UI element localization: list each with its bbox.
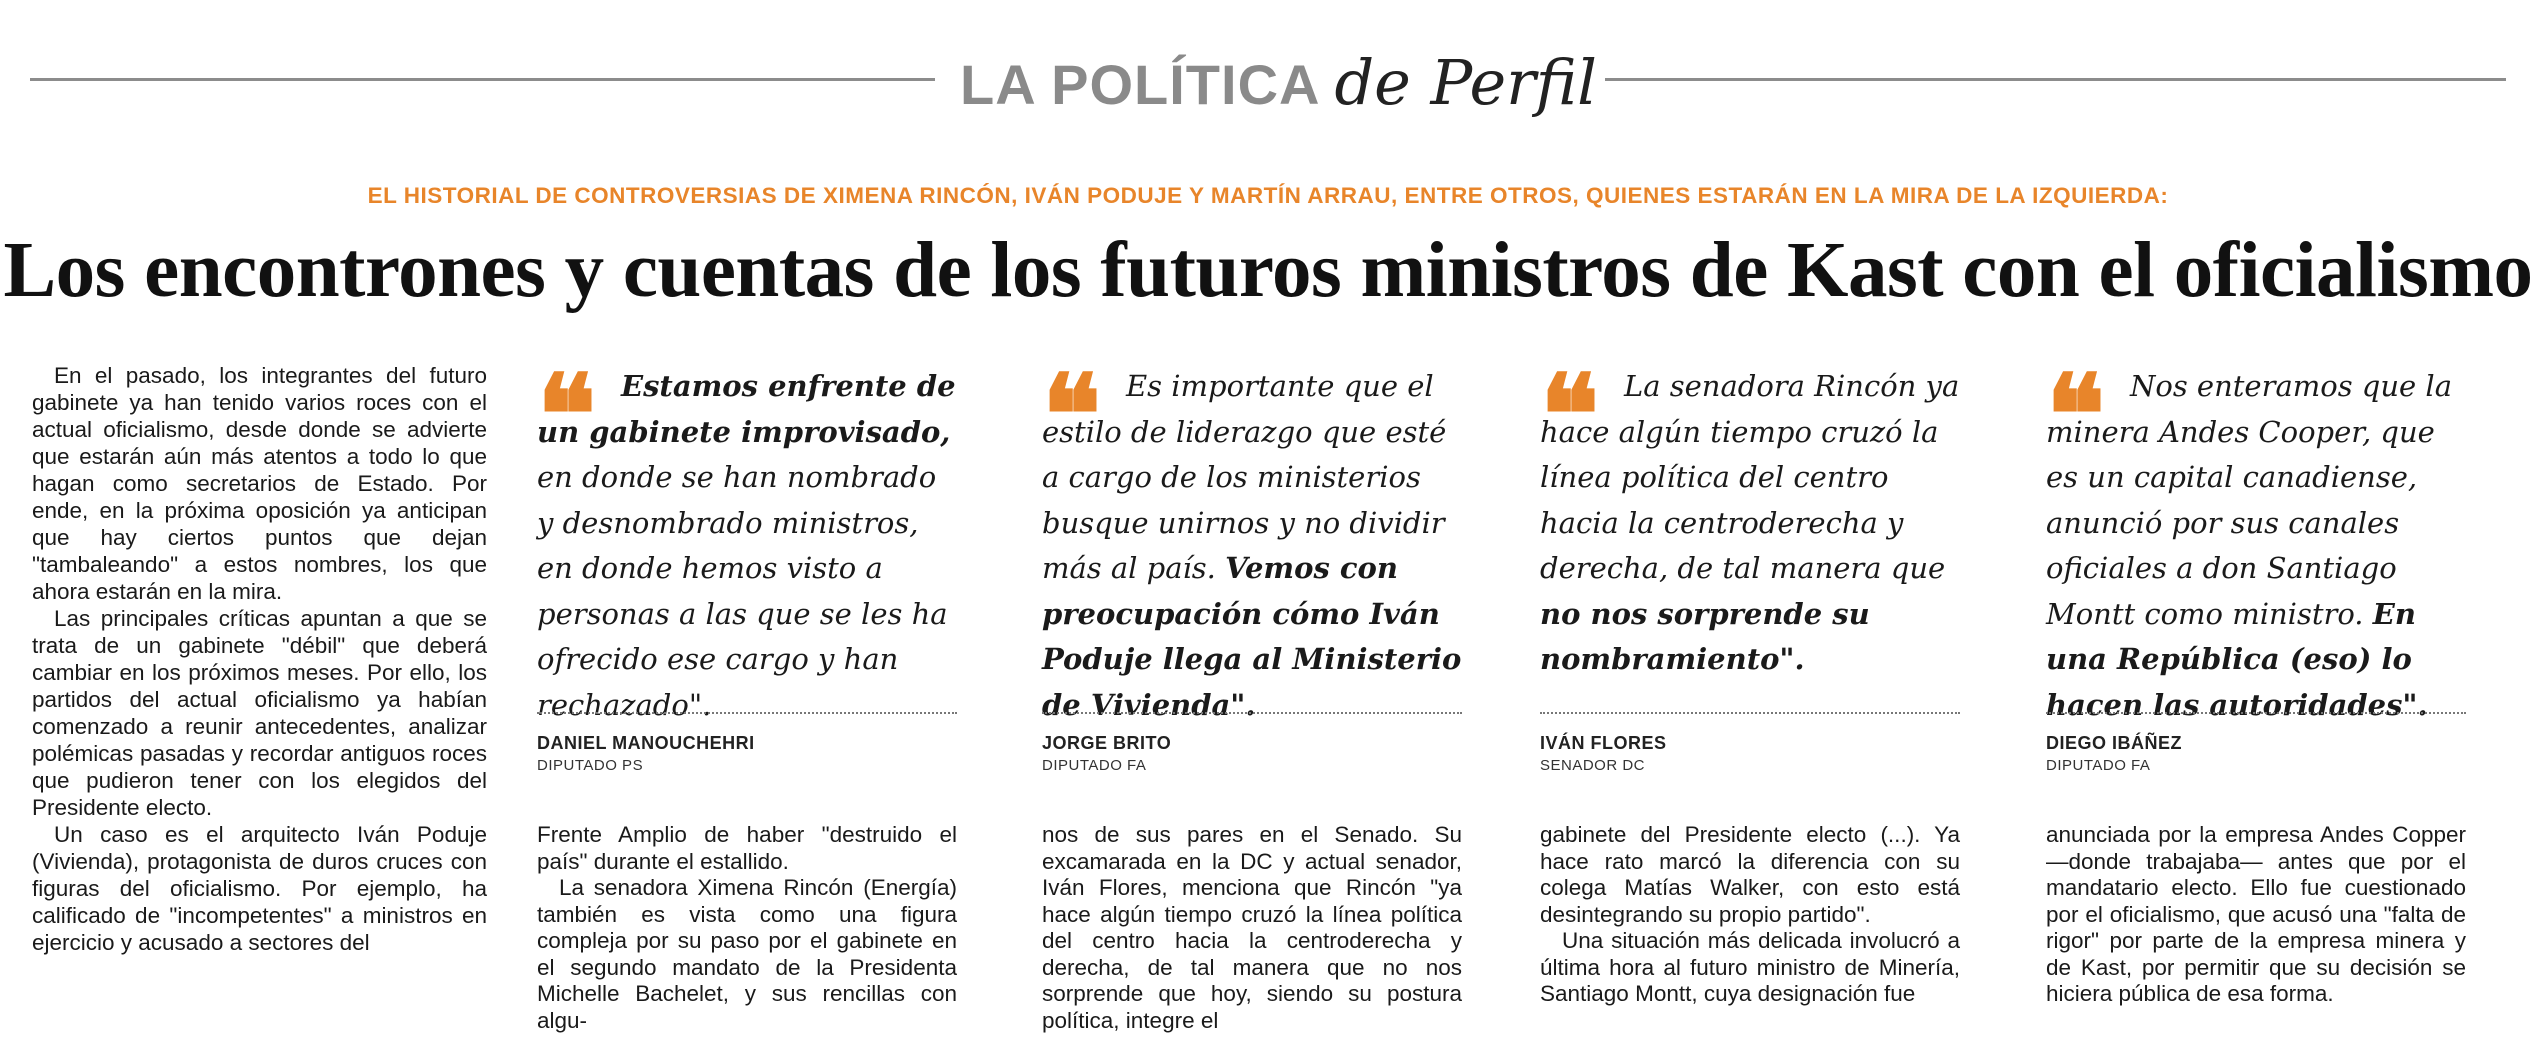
- quote-text: [1042, 364, 1462, 728]
- author-role: SENADOR DC: [1540, 757, 1646, 774]
- section-title-main: LA POLÍTICA: [960, 53, 1321, 116]
- quote-bold-end: no nos sorprende su nombramiento".: [1540, 596, 1870, 676]
- quote-divider-4: [2046, 712, 2466, 714]
- section-title: [960, 46, 1597, 119]
- bottom-paragraph-1: nos de sus pares en el Senado. Su excamarada en la DC y actual senador, Iván Flores, menciona que Rincón "ya hace algún tiempo cruzó la línea política del centro hacia la centroderecha y derecha, de tal manera que no nos sorprende que hoy, siendo su postura política, integre el: [1042, 822, 1462, 1033]
- quote-box-1: [537, 350, 957, 728]
- left-paragraph-3: Un caso es el arquitecto Iván Poduje (Vivienda), protagonista de duros cruces con figuras del oficialismo. Por ejemplo, ha calificado de "incompetentes" a ministros en ejercicio y acusado a sectores del: [32, 822, 487, 955]
- quote-mark-icon: ❝: [1042, 350, 1102, 479]
- quote-bold-end: En una República (eso) lo hacen las autoridades".: [2046, 596, 2428, 722]
- header-rule-left: [30, 78, 935, 81]
- bottom-paragraph-1: anunciada por la empresa Andes Copper —donde trabajaba— antes que por el mandatario electo. Ello fue cuestionado por el oficialismo, que acusó una "falta de rigor" por parte de la empresa minera y de Kast, por permitir que su decisión se hiciera pública de esa forma.: [2046, 822, 2466, 1006]
- section-title-script: de Perfil: [1334, 46, 1597, 119]
- quote-author-4: [2046, 733, 2182, 774]
- quote-regular: La senadora Rincón ya hace algún tiempo cruzó la línea política del centro hacia la centroderecha y derecha, de tal manera que: [1540, 369, 1960, 585]
- quote-regular: Es importante que el estilo de liderazgo que esté a cargo de los ministerios busque unirnos y no dividir más al país.: [1042, 369, 1447, 585]
- quote-author-2: [1042, 733, 1171, 774]
- quote-box-3: [1540, 350, 1960, 683]
- author-role: DIPUTADO FA: [2046, 757, 2151, 774]
- quote-box-2: [1042, 350, 1462, 728]
- headline: Los encontrones y cuentas de los futuros ministros de Kast con el oficialismo: [3, 227, 2533, 314]
- quote-text: [537, 364, 957, 728]
- quote-mark-icon: ❝: [1540, 350, 1600, 479]
- quote-mark-icon: ❝: [537, 350, 597, 479]
- author-role: DIPUTADO FA: [1042, 757, 1147, 774]
- bottom-paragraph-2: La senadora Ximena Rincón (Energía) también es vista como una figura compleja por su paso por el gabinete en el segundo mandato de la Presidenta Michelle Bachelet, y sus rencillas con algu-: [537, 875, 957, 1033]
- quote-mark-icon: ❝: [2046, 350, 2106, 479]
- quote-divider-2: [1042, 712, 1462, 714]
- author-name: DIEGO IBÁÑEZ: [2046, 733, 2183, 753]
- left-paragraph-2: Las principales críticas apuntan a que se trata de un gabinete "débil" que deberá cambiar en los próximos meses. Por ello, los partidos del actual oficialismo ya habían comenzado a reunir antecedentes, analizar polémicas pasadas y recordar antiguos roces que pudieron tener con los elegidos del Presidente electo.: [32, 606, 487, 820]
- author-name: JORGE BRITO: [1042, 733, 1172, 753]
- bottom-paragraph-1: Frente Amplio de haber "destruido el país" durante el estallido.: [537, 822, 957, 874]
- bottom-column-4: [2046, 822, 2466, 1008]
- quote-divider-1: [537, 712, 957, 714]
- bottom-column-3: [1540, 822, 1960, 1008]
- quote-bold-end: Vemos con preocupación cómo Iván Poduje llega al Ministerio de Vivienda".: [1042, 551, 1462, 722]
- bottom-paragraph-1: gabinete del Presidente electo (...). Ya hace rato marcó la diferencia con su colega Matías Walker, con esto está desintegrando su propio partido".: [1540, 822, 1960, 927]
- quote-regular: en donde se han nombrado y desnombrado ministros, en donde hemos visto a personas a las que se les ha ofrecido ese cargo y han rechazado".: [537, 460, 948, 722]
- author-name: IVÁN FLORES: [1540, 733, 1667, 753]
- quote-author-3: [1540, 733, 1667, 774]
- bottom-paragraph-2: Una situación más delicada involucró a última hora al futuro ministro de Minería, Santiago Montt, cuya designación fue: [1540, 928, 1960, 1006]
- bottom-column-1: [537, 822, 957, 1034]
- bottom-column-2: [1042, 822, 1462, 1034]
- quote-bold-start: Estamos enfrente de un gabinete improvisado,: [537, 369, 956, 449]
- author-name: DANIEL MANOUCHEHRI: [537, 733, 755, 753]
- quote-text: [1540, 364, 1960, 683]
- author-role: DIPUTADO PS: [537, 757, 644, 774]
- quote-author-1: [537, 733, 755, 774]
- quote-text: [2046, 364, 2466, 728]
- left-paragraph-1: En el pasado, los integrantes del futuro gabinete ya han tenido varios roces con el actual oficialismo, desde donde se advierte que estarán aún más atentos a todo lo que hagan como secretarios de Estado. Por ende, en la próxima oposición ya anticipan que hay ciertos puntos que dejan "tambaleando" a estos nombres, los que ahora estarán en la mira.: [32, 363, 487, 604]
- kicker: EL HISTORIAL DE CONTROVERSIAS DE XIMENA RINCÓN, IVÁN PODUJE Y MARTÍN ARRAU, ENTRE OTROS, QUIENES ESTARÁN EN LA MIRA DE LA IZQUIERDA:: [367, 183, 2169, 208]
- quote-divider-3: [1540, 712, 1960, 714]
- quote-regular: Nos enteramos que la minera Andes Cooper, que es un capital canadiense, anunció por sus canales oficiales a don Santiago Montt como ministro.: [2046, 369, 2452, 631]
- section-header: [30, 28, 2506, 118]
- header-rule-right: [1605, 78, 2506, 81]
- quote-box-4: [2046, 350, 2466, 728]
- left-column: [32, 362, 487, 956]
